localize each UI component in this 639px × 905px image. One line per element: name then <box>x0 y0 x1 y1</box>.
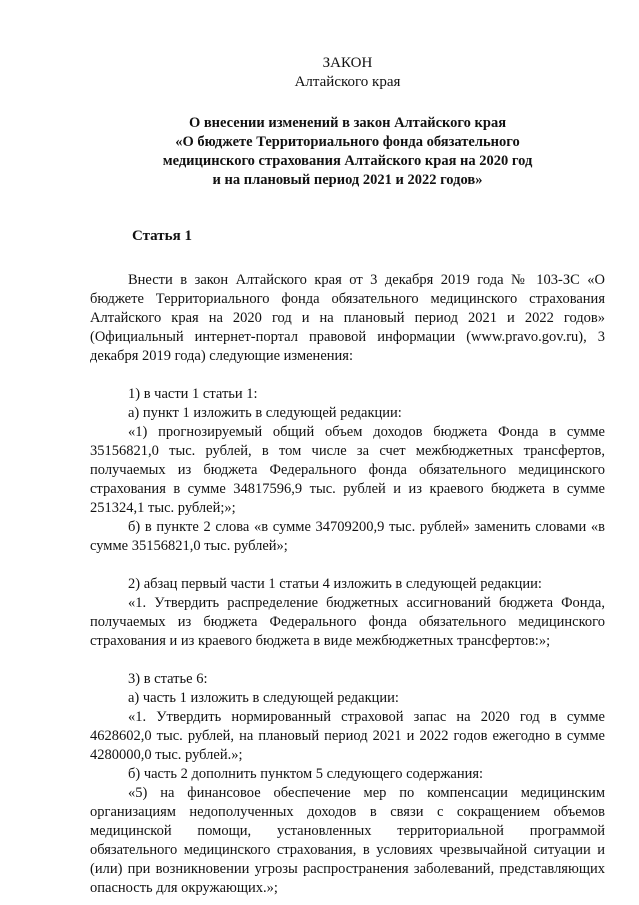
article-heading: Статья 1 <box>132 228 192 244</box>
item-3-a-text: «1. Утвердить нормированный страховой запас на 2020 год в сумме 4628602,0 тыс. рублей, на плановый период 2021 и 2022 годов ежегодно в сумме 4280000,0 тыс. рублей.»; <box>90 709 605 763</box>
item-2-text: «1. Утвердить распределение бюджетных ассигнований бюджета Фонда, получаемых из бюджета Федерального фонда обязательного медицинского страхования и из краевого бюджета в виде межбюджетных трансфертов:»; <box>90 595 605 649</box>
item-1-b: б) в пункте 2 слова «в сумме 34709200,9 тыс. рублей» заменить словами «в сумме 35156821,0 тыс. рублей»; <box>90 519 605 554</box>
title-line: и на плановый период 2021 и 2022 годов» <box>212 172 483 188</box>
item-1-a: а) пункт 1 изложить в следующей редакции: <box>128 405 402 421</box>
item-3-a: а) часть 1 изложить в следующей редакции: <box>128 690 399 706</box>
title-line: О внесении изменений в закон Алтайского края <box>188 115 507 131</box>
law-label: ЗАКОН <box>322 55 373 71</box>
region-name: Алтайского края <box>294 74 401 90</box>
item-1-a-text: «1) прогнозируемый общий объем доходов бюджета Фонда в сумме 35156821,0 тыс. рублей, в том числе за счет межбюджетных трансфертов, получаемых из бюджета Федерального фонда обязательного медицинского страхования в сумме 34817596,9 тыс. рублей и из краевого бюджета в сумме 251324,1 тыс. рублей;»; <box>90 424 605 516</box>
title-line: медицинского страхования Алтайского края на 2020 год <box>162 153 533 169</box>
intro-paragraph: Внести в закон Алтайского края от 3 декабря 2019 года № 103-ЗС «О бюджете Территориального фонда обязательного медицинского страхования Алтайского края на 2020 год и на плановый период 2021 и 2022 годов» (Официальный интернет-портал правовой информации (www.pravo.gov.ru), 3 декабря 2019 года) следующие изменения: <box>90 272 605 364</box>
item-1-heading: 1) в части 1 статьи 1: <box>128 386 258 402</box>
item-3-b: б) часть 2 дополнить пунктом 5 следующего содержания: <box>128 766 484 782</box>
title-line: «О бюджете Территориального фонда обязательного <box>175 134 520 150</box>
law-title <box>90 114 605 190</box>
item-3-heading: 3) в статье 6: <box>128 671 208 687</box>
item-2-heading: 2) абзац первый части 1 статьи 4 изложить в следующей редакции: <box>128 576 542 592</box>
item-3-b-text: «5) на финансовое обеспечение мер по компенсации медицинским организациям недополученных доходов в связи с сокращением объемов медицинской помощи, установленных территориальной программой обязательного медицинского страхования, в условиях чрезвычайной ситуации и (или) при возникновении угрозы распространения заболеваний, представляющих опасность для окружающих.»; <box>90 785 605 896</box>
